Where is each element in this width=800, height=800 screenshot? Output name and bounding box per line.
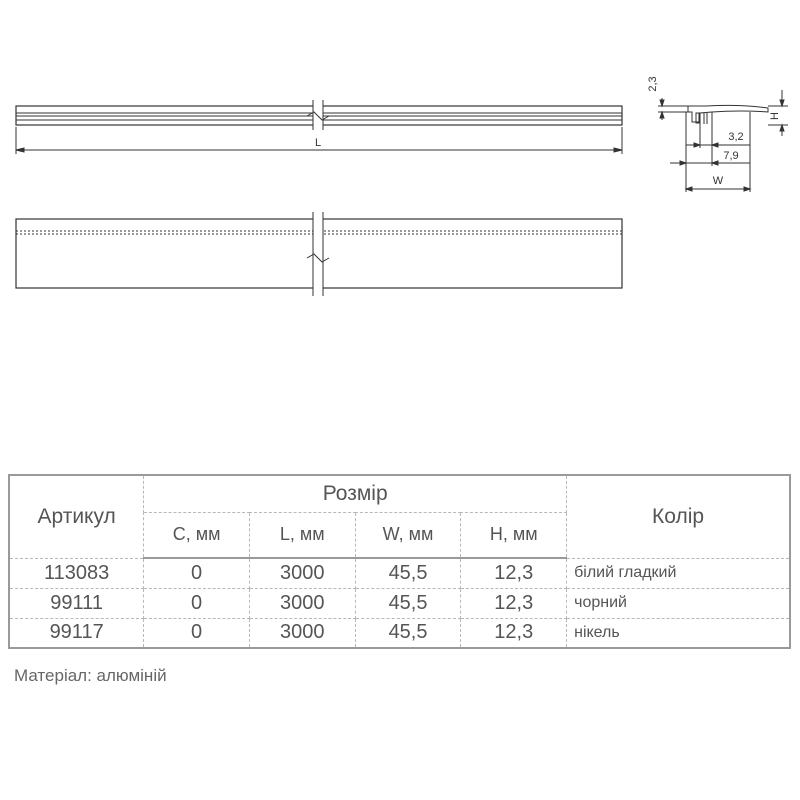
dim-3-2-label: 3,2 [728,131,744,143]
cell-l: 3000 [249,618,355,648]
cell-article: 113083 [9,558,144,588]
cell-c: 0 [144,588,250,618]
header-article: Артикул [9,475,144,558]
subheader-c: С, мм [144,512,250,558]
spec-table [8,474,791,649]
table-row [9,588,790,618]
break-mark-bottom [307,212,329,296]
dim-h-label: H [769,112,781,120]
cell-color: чорний [567,588,790,618]
cell-w: 45,5 [355,618,461,648]
cell-l: 3000 [249,558,355,588]
length-label: L [314,137,322,149]
cell-h: 12,3 [461,558,567,588]
cell-w: 45,5 [355,558,461,588]
header-size: Розмір [144,475,567,512]
subheader-h: H, мм [461,512,567,558]
cell-h: 12,3 [461,588,567,618]
cell-l: 3000 [249,588,355,618]
table-header-row [9,475,790,512]
cell-color: нікель [567,618,790,648]
cell-article: 99111 [9,588,144,618]
dim-w-label: W [712,175,724,187]
cell-color: білий гладкий [567,558,790,588]
table-row [9,618,790,648]
cell-c: 0 [144,558,250,588]
material-note: Матеріал: алюміній [14,666,167,685]
dim-7-9-label: 7,9 [723,150,739,162]
cell-h: 12,3 [461,618,567,648]
table-row [9,558,790,588]
cell-w: 45,5 [355,588,461,618]
header-color: Колір [567,475,790,558]
subheader-w: W, мм [355,512,461,558]
cell-article: 99117 [9,618,144,648]
subheader-l: L, мм [249,512,355,558]
dim-2-3-label: 2,3 [647,76,659,92]
cell-c: 0 [144,618,250,648]
